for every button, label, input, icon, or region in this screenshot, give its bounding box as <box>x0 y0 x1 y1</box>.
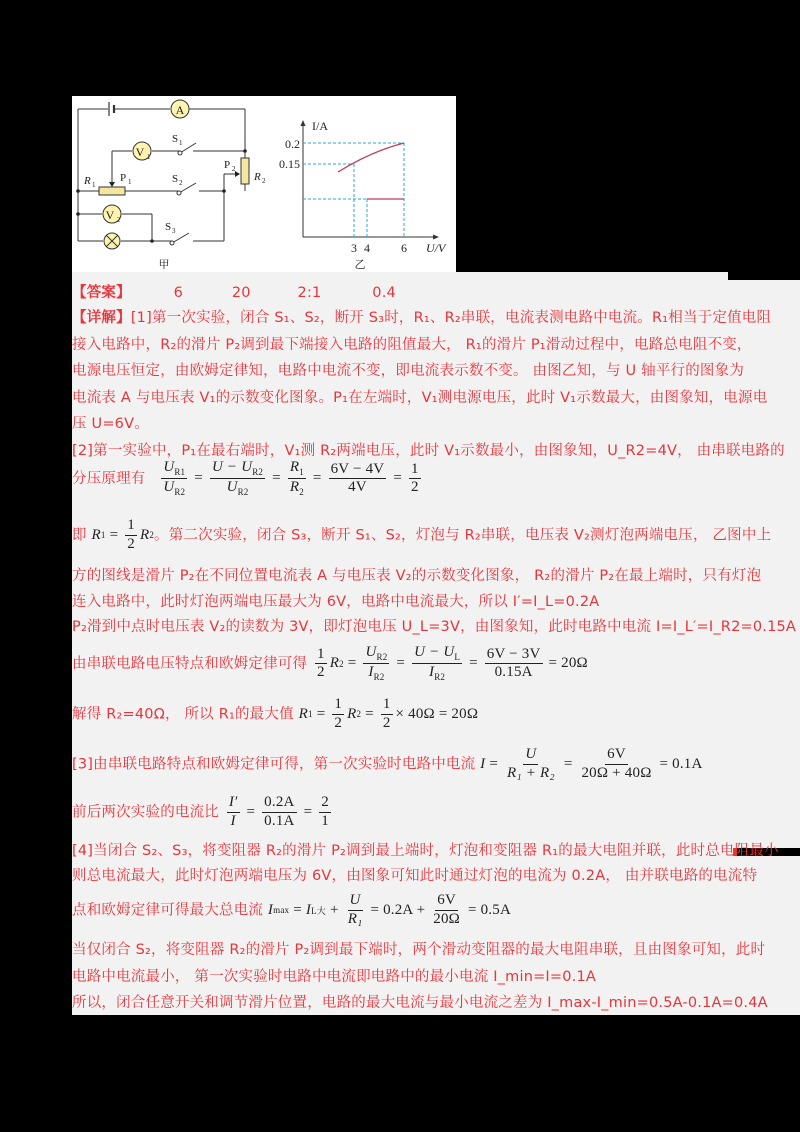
formula-line-current-ratio: 前后两次实验的电流比 $\frac{I'}{I}$ = $\frac{0.2A}{0.1A}$ = $\frac{2}{1}$ <box>72 795 334 830</box>
switch-s2-icon <box>177 191 181 195</box>
detail-line: [2]第一实验中，P₁在最右端时，V₁测 R₂两端电压，此时 V₁示数最小，由图象知，U_R2=4V， 由串联电路的 <box>72 443 785 459</box>
svg-text:S: S <box>165 221 172 233</box>
formula-line-current-first: [3]由串联电路特点和欧姆定律可得，第一次实验时电路中电流 I = $\frac{U}{\text{R₁ + R₂}}$ = $\frac{6V}{20\Omega + 40\Omega}$ = 0.1A <box>72 746 703 781</box>
x-axis-label: U/V <box>426 241 446 255</box>
svg-text:R: R <box>84 175 91 187</box>
answer-value-1: 6 <box>173 285 184 301</box>
detail-line: 【详解】[1]第一次实验，闭合 S₁、S₂，断开 S₃时，R₁、R₂串联，电流表测电路中电流。R₁相当于定值电阻 <box>72 310 772 326</box>
detail-line: 电源电压恒定，由欧姆定律知，电路中电流不变，即电流表示数不变。 由图乙知，与 U 轴平行的图象为 <box>72 363 745 379</box>
svg-text:2: 2 <box>262 177 266 185</box>
switch-s1-icon <box>178 151 182 155</box>
formula-4: R 1 = $\frac{1}{2}$ R 2 = $\frac{1}{2}$ × 40Ω = 20Ω <box>298 696 479 731</box>
resistor-r1-icon <box>99 187 125 195</box>
svg-text:V: V <box>105 208 115 222</box>
detail-line: 则总电流最大，此时灯泡两端电压为 6V，由图象可知此时通过灯泡的电流为 0.2A， 由并联电路的电流特 <box>72 868 758 884</box>
formula-line-r2: 由串联电路电压特点和欧姆定律可得 $\frac{1}{2}$ R 2 = $\frac{U_{R2}}{I_{R2}}$ = $\frac{U - U_L}{I_{R2}}$ = $\frac{6V - 3V}{0.15A}$ = 20Ω <box>72 644 588 683</box>
svg-text:S: S <box>172 173 179 185</box>
y-axis-label: I/A <box>312 119 328 133</box>
detail-line: 所以，闭合任意开关和调节滑片位置，电路的最大电流与最小电流之差为 I_max-I_min=0.5A-0.1A=0.4A <box>72 995 768 1011</box>
circuit-caption: 甲 <box>158 258 170 271</box>
svg-text:R: R <box>254 171 261 183</box>
answer-value-2: 20 <box>231 285 251 301</box>
chart-caption: 乙 <box>354 258 366 271</box>
svg-text:S: S <box>172 133 179 145</box>
svg-text:P: P <box>224 159 231 171</box>
svg-text:3: 3 <box>172 227 176 235</box>
svg-text:1: 1 <box>147 153 151 161</box>
formula-5: I = $\frac{U}{\text{R₁ + R₂}}$ = $\frac{6V}{20\Omega + 40\Omega}$ = 0.1A <box>480 746 703 781</box>
iu-chart <box>279 119 447 271</box>
formula-line-voltage-division: 分压原理有 $\frac{U_{R1}}{U_{R2}}$ = $\frac{U - U_{R2}}{U_{R2}}$ = $\frac{R_1}{R_2}$ = $\frac{6V - 4V}{4V}$ = $\frac{1}{2}$ <box>72 460 424 498</box>
formula-1: $\frac{U_{R1}}{U_{R2}}$ = $\frac{U - U_{R2}}{U_{R2}}$ = $\frac{R_1}{R_2}$ = $\frac{6V - 4V}{4V}$ = $\frac{1}{2}$ <box>163 459 419 498</box>
formula-line-max-current: 点和欧姆定律可得最大总电流 I max = I L大 + $\frac{U}{\text{R₁}}$ = 0.2A + $\frac{6V}{20\Omega}$ = 0.5A <box>72 892 511 927</box>
detail-line: 接入电路中，R₂的滑片 P₂调到最下端接入电路的阻值最大， R₁的滑片 P₁滑动过程中，电路总电阻不变， <box>72 337 752 353</box>
svg-text:V: V <box>135 145 145 159</box>
formula-3: $\frac{1}{2}$ R 2 = $\frac{U_{R2}}{I_{R2}}$ = $\frac{U - U_L}{I_{R2}}$ = $\frac{6V - 3V}{0.15A}$ = 20Ω <box>317 644 588 683</box>
svg-text:2: 2 <box>117 216 121 224</box>
detail-line: 当仅闭合 S₂，将变阻器 R₂的滑片 P₂调到最下端时，两个滑动变阻器的最大电阻串联，且由图象可知，此时 <box>72 942 766 958</box>
x-tick-4: 4 <box>364 241 370 255</box>
y-tick-0.15: 0.15 <box>279 157 300 171</box>
answer-label: 【答案】 <box>72 285 131 301</box>
x-tick-3: 3 <box>351 241 357 255</box>
detail-line: P₂滑到中点时电压表 V₂的读数为 3V，即灯泡电压 U_L=3V，由图象知，此时电路中电流 I=I_L′=I_R2=0.15A <box>72 619 797 635</box>
answer-value-4: 0.4 <box>372 285 396 301</box>
figure-panel <box>72 96 456 273</box>
formula-line-r1-half-r2: 即 R 1 = $\frac{1}{2}$ R 2 。第二次实验，闭合 S₃，断开 S₁、S₂，灯泡与 R₂串联，电压表 V₂测灯泡两端电压， 乙图中上 <box>72 517 772 552</box>
resistor-r2-icon <box>241 158 249 184</box>
svg-text:P: P <box>120 172 127 184</box>
formula-2: R 1 = $\frac{1}{2}$ R 2 <box>91 517 155 552</box>
x-tick-6: 6 <box>401 241 407 255</box>
slider-p1-arrow-icon <box>109 182 115 187</box>
detail-line: 连入电路中，此时灯泡两端电压最大为 6V，电路中电流最大，所以 I′=I_L=0.2A <box>72 594 600 610</box>
switch-s3-icon <box>170 241 174 245</box>
page-edge <box>728 272 800 280</box>
svg-text:A: A <box>175 103 185 117</box>
svg-text:1: 1 <box>179 139 183 147</box>
svg-text:2: 2 <box>232 165 236 173</box>
detail-line: 压 U=6V。 <box>72 416 149 432</box>
formula-line-r1-max: 解得 R₂=40Ω， 所以 R₁的最大值 R 1 = $\frac{1}{2}$ R 2 = $\frac{1}{2}$ × 40Ω = 20Ω <box>72 696 479 731</box>
svg-text:1: 1 <box>128 178 132 186</box>
slider-p2-arrow-icon <box>235 171 240 177</box>
detail-line: 方的图线是滑片 P₂在不同位置电流表 A 与电压表 V₂的示数变化图象， R₂的滑片 P₂在最上端时，只有灯泡 <box>72 568 762 584</box>
answer-row <box>72 281 396 302</box>
svg-text:1: 1 <box>92 181 96 189</box>
formula-7: I max = I L大 + $\frac{U}{\text{R₁}}$ = 0.2A + $\frac{6V}{20\Omega}$ = 0.5A <box>267 892 511 927</box>
detail-line: [4]当闭合 S₂、S₃，将变阻器 R₂的滑片 P₂调到最上端时，灯泡和变阻器 R₁的最大电阻并联，此时总电阻最小 <box>72 843 779 859</box>
circuit-and-chart-figure <box>72 96 456 273</box>
detail-line: 电流表 A 与电压表 V₁的示数变化图象。P₁在左端时，V₁测电源电压，此时 V₁示数最大，由图象知，电源电 <box>72 390 768 406</box>
detail-label: 【详解】 <box>72 310 131 326</box>
detail-line: 电路中电流最小， 第一次实验时电路中电流即电路中的最小电流 I_min=I=0.1A <box>72 969 597 985</box>
answer-value-3: 2:1 <box>297 285 322 301</box>
formula-6: $\frac{I'}{I}$ = $\frac{0.2A}{0.1A}$ = $\frac{2}{1}$ <box>228 794 329 829</box>
svg-text:2: 2 <box>179 179 183 187</box>
y-tick-0.2: 0.2 <box>285 137 300 151</box>
